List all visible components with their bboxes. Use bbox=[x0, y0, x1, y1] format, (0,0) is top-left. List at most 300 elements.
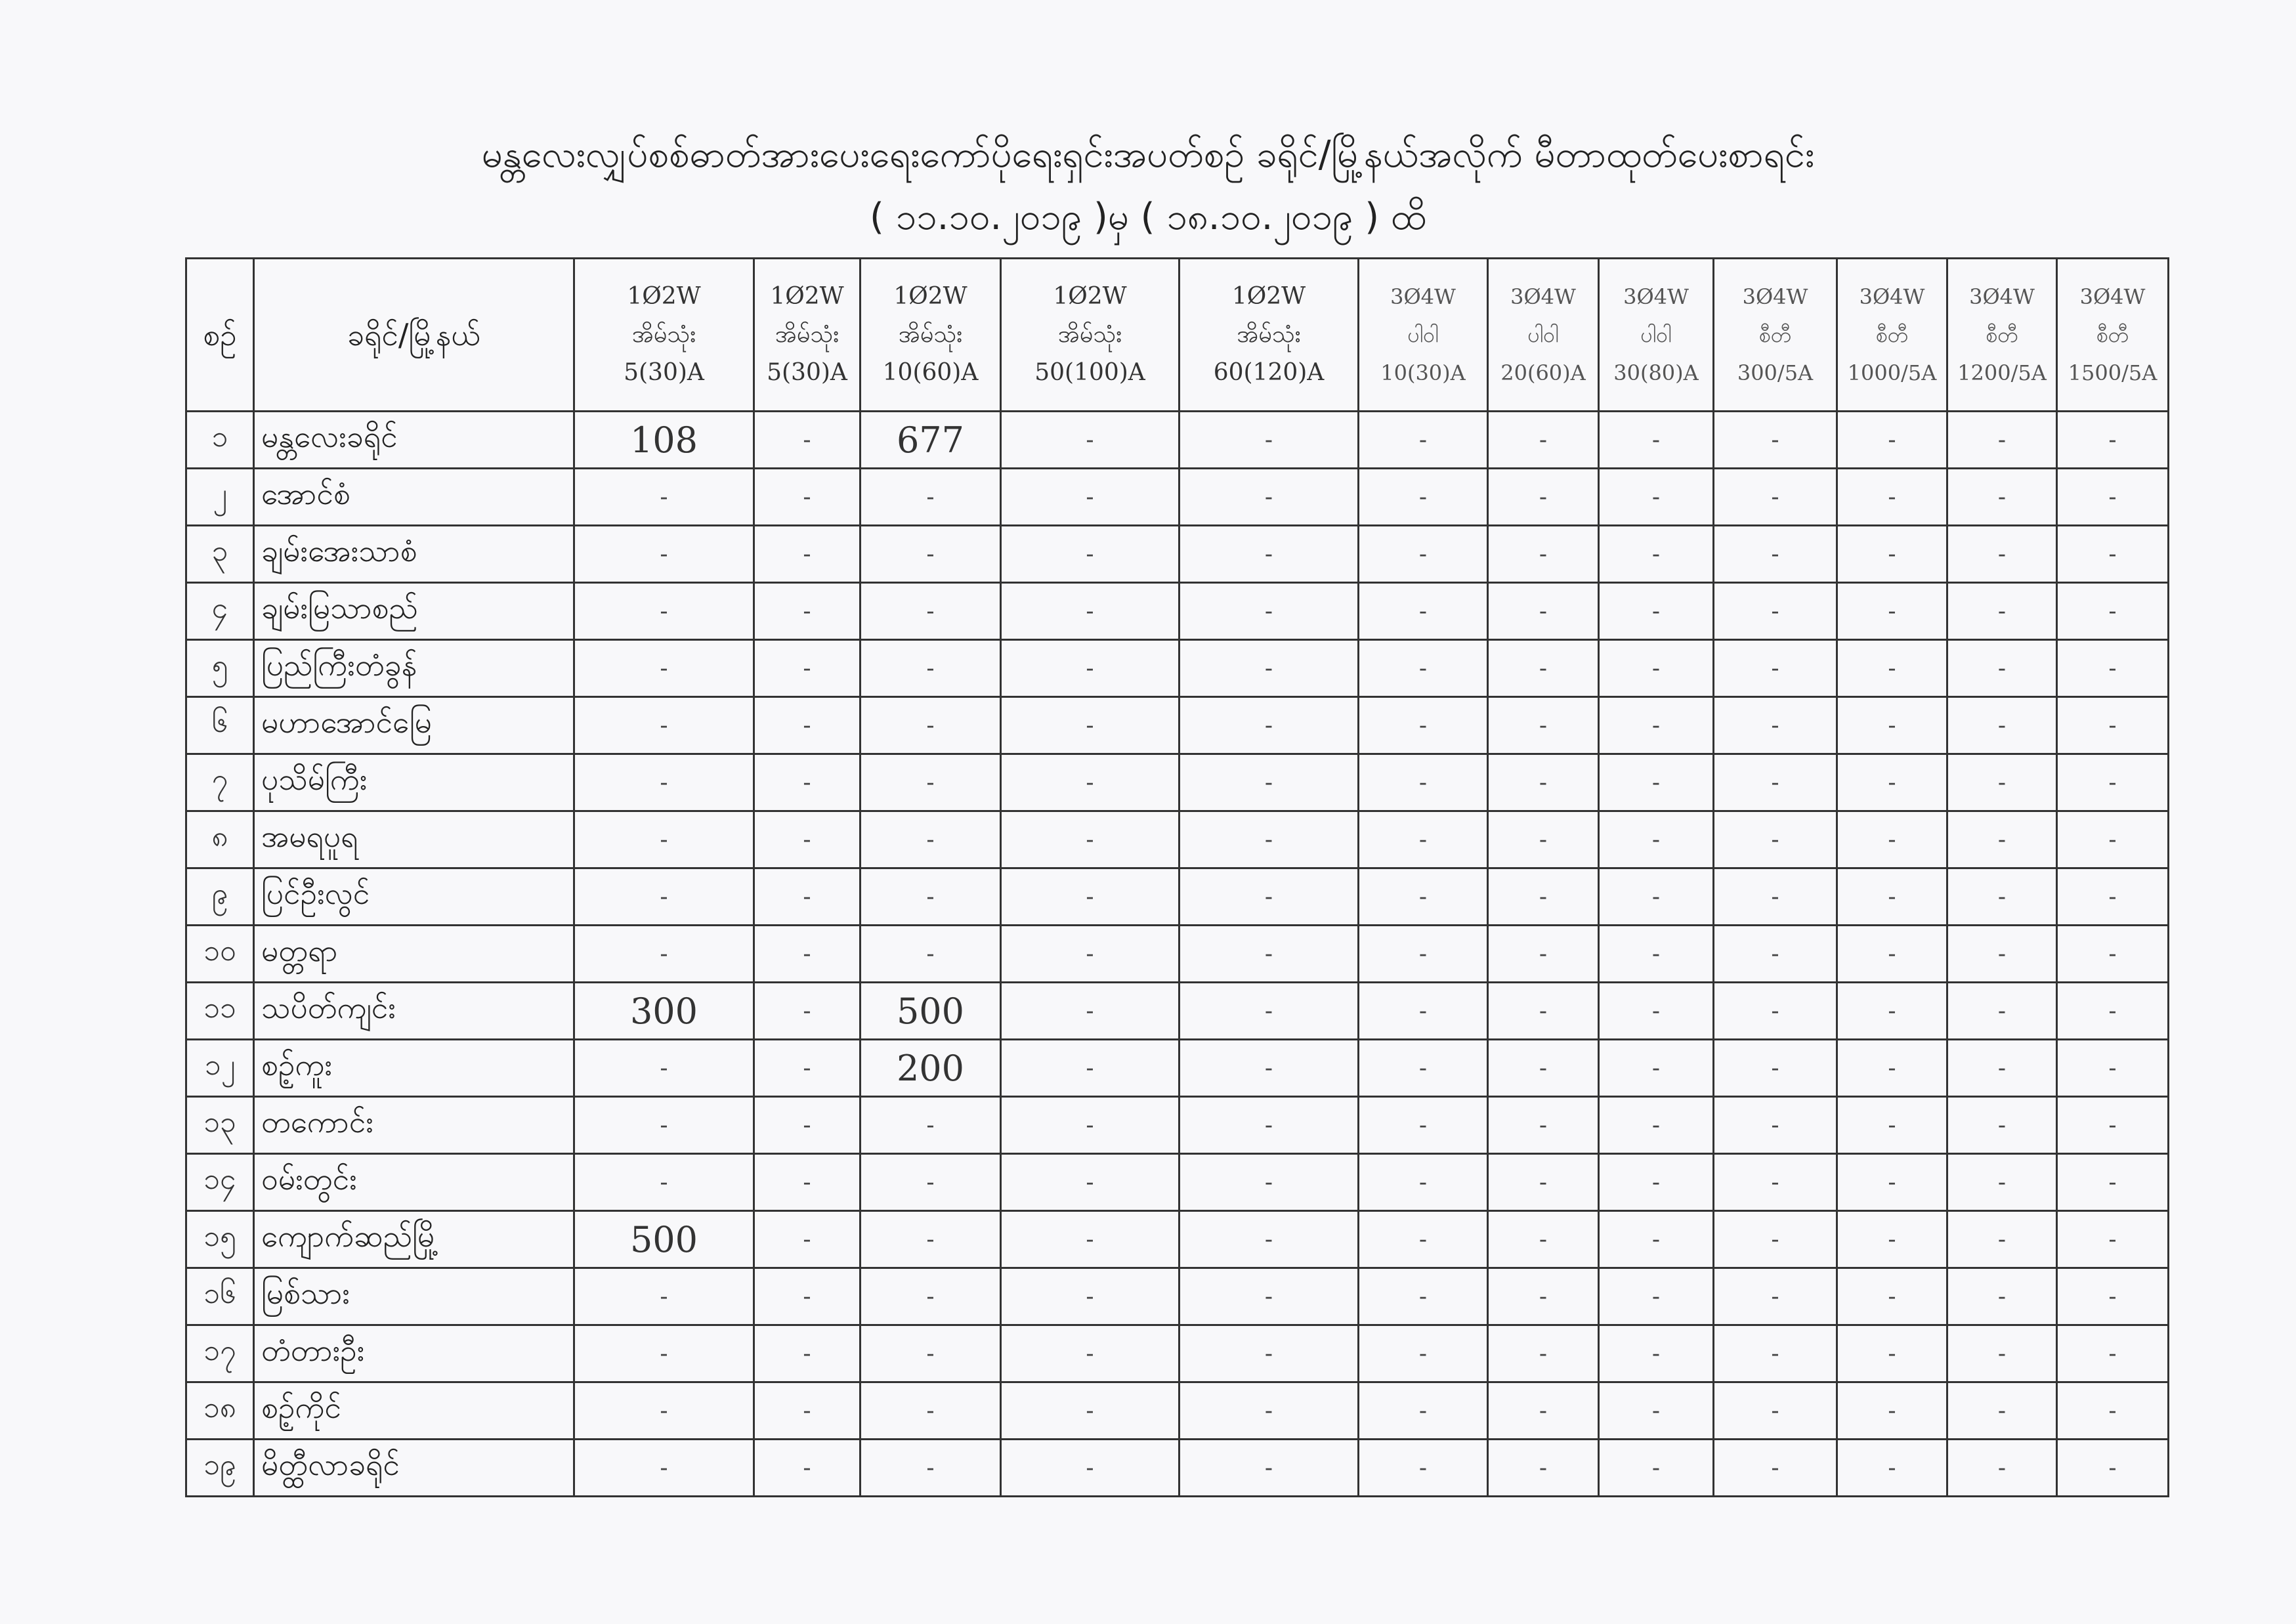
meter-count-cell: - bbox=[1001, 526, 1180, 583]
meter-count-cell: - bbox=[1837, 412, 1947, 469]
meter-count-cell: - bbox=[1180, 526, 1359, 583]
meter-count-cell: - bbox=[1180, 1097, 1359, 1154]
meter-count-cell: - bbox=[1001, 1154, 1180, 1211]
table-row bbox=[186, 983, 2169, 1040]
header-meter-type bbox=[1001, 259, 1180, 412]
header-meter-phase: 3Ø4W bbox=[2079, 284, 2146, 309]
row-serial-number: ၈ bbox=[186, 811, 254, 868]
meter-count-cell: - bbox=[1714, 1440, 1837, 1497]
meter-count-cell: - bbox=[574, 526, 754, 583]
meter-count-cell: - bbox=[754, 583, 861, 640]
meter-count-cell: - bbox=[1947, 1211, 2057, 1268]
table-row bbox=[186, 754, 2169, 811]
row-serial-number: ၁၂ bbox=[186, 1040, 254, 1097]
meter-count-cell: - bbox=[1714, 1268, 1837, 1325]
meter-count-cell: - bbox=[1837, 469, 1947, 526]
meter-count-cell: - bbox=[1180, 1440, 1359, 1497]
meter-count-cell: - bbox=[1180, 640, 1359, 697]
header-meter-phase: 1Ø2W bbox=[770, 283, 844, 310]
header-meter-rating: 20(60)A bbox=[1500, 360, 1586, 385]
meter-count-cell: - bbox=[574, 1325, 754, 1382]
row-serial-number: ၁၉ bbox=[186, 1440, 254, 1497]
meter-count-cell: - bbox=[1359, 754, 1488, 811]
header-meter-rating: 30(80)A bbox=[1613, 360, 1699, 385]
header-meter-type bbox=[1488, 259, 1599, 412]
meter-count-cell: - bbox=[1359, 697, 1488, 754]
meter-count-cell: - bbox=[754, 526, 861, 583]
row-township-name: စဉ့်ကိုင် bbox=[254, 1382, 574, 1440]
meter-count-cell: - bbox=[861, 1440, 1001, 1497]
meter-count-cell: - bbox=[861, 1325, 1001, 1382]
meter-count-cell: - bbox=[1947, 583, 2057, 640]
meter-count-cell: - bbox=[1359, 1097, 1488, 1154]
header-meter-usage: အိမ်သုံး bbox=[775, 321, 840, 348]
meter-count-cell: - bbox=[1599, 640, 1714, 697]
meter-count-cell: - bbox=[1714, 469, 1837, 526]
meter-count-cell: - bbox=[2057, 1325, 2169, 1382]
meter-count-cell: - bbox=[861, 469, 1001, 526]
row-township-name: မဟာအောင်မြေ bbox=[254, 697, 574, 754]
meter-count-cell: - bbox=[1714, 1154, 1837, 1211]
meter-count-cell: 200 bbox=[861, 1040, 1001, 1097]
meter-count-cell: - bbox=[1488, 1325, 1599, 1382]
meter-count-cell: - bbox=[1001, 412, 1180, 469]
row-township-name: မိတ္ထီလာခရိုင် bbox=[254, 1440, 574, 1497]
meter-count-cell: - bbox=[1001, 983, 1180, 1040]
meter-count-cell: - bbox=[1837, 983, 1947, 1040]
meter-count-cell: - bbox=[1488, 583, 1599, 640]
meter-count-cell: - bbox=[861, 640, 1001, 697]
meter-count-cell: - bbox=[2057, 811, 2169, 868]
meter-count-cell: - bbox=[861, 697, 1001, 754]
meter-count-cell: 300 bbox=[574, 983, 754, 1040]
meter-count-cell: - bbox=[574, 469, 754, 526]
meter-count-cell: - bbox=[574, 1154, 754, 1211]
meter-count-cell: - bbox=[1837, 1040, 1947, 1097]
meter-count-cell: - bbox=[1599, 1097, 1714, 1154]
meter-count-cell: - bbox=[1599, 1440, 1714, 1497]
meter-count-cell: - bbox=[1947, 754, 2057, 811]
header-district-township: ခရိုင်/မြို့နယ် bbox=[254, 259, 574, 412]
table-row bbox=[186, 1440, 2169, 1497]
meter-count-cell: - bbox=[2057, 983, 2169, 1040]
meter-count-cell: - bbox=[1599, 1382, 1714, 1440]
header-meter-phase: 3Ø4W bbox=[1390, 284, 1456, 309]
meter-count-cell: - bbox=[1001, 1440, 1180, 1497]
meter-count-cell: - bbox=[1001, 583, 1180, 640]
header-meter-type bbox=[1599, 259, 1714, 412]
header-meter-rating: 10(60)A bbox=[882, 359, 979, 386]
meter-count-cell: - bbox=[1488, 1440, 1599, 1497]
meter-count-cell: - bbox=[1837, 1382, 1947, 1440]
meter-count-cell: - bbox=[1714, 811, 1837, 868]
meter-count-cell: - bbox=[2057, 926, 2169, 983]
row-township-name: မန္တလေးခရိုင် bbox=[254, 412, 574, 469]
meter-count-cell: - bbox=[1488, 1211, 1599, 1268]
meter-count-cell: - bbox=[1714, 583, 1837, 640]
table-row bbox=[186, 1268, 2169, 1325]
meter-count-cell: - bbox=[1180, 868, 1359, 926]
meter-count-cell: - bbox=[754, 1040, 861, 1097]
meter-count-cell: - bbox=[1599, 1268, 1714, 1325]
meter-count-cell: - bbox=[1001, 1268, 1180, 1325]
meter-count-cell: - bbox=[1837, 811, 1947, 868]
meter-count-cell: - bbox=[1714, 1211, 1837, 1268]
meter-count-cell: - bbox=[754, 1211, 861, 1268]
meter-count-cell: - bbox=[1001, 697, 1180, 754]
meter-count-cell: - bbox=[1837, 1268, 1947, 1325]
header-meter-type bbox=[1714, 259, 1837, 412]
meter-count-cell: - bbox=[1488, 697, 1599, 754]
header-meter-phase: 3Ø4W bbox=[1859, 284, 1925, 309]
meter-count-cell: - bbox=[2057, 1097, 2169, 1154]
meter-count-cell: - bbox=[1599, 983, 1714, 1040]
meter-count-cell: - bbox=[1714, 1382, 1837, 1440]
meter-count-cell: - bbox=[1599, 469, 1714, 526]
row-township-name: စဉ့်ကူး bbox=[254, 1040, 574, 1097]
meter-count-cell: - bbox=[1837, 1097, 1947, 1154]
row-township-name: မတ္တရာ bbox=[254, 926, 574, 983]
meter-count-cell: 500 bbox=[861, 983, 1001, 1040]
meter-count-cell: - bbox=[1837, 1154, 1947, 1211]
meter-count-cell: - bbox=[1599, 526, 1714, 583]
meter-count-cell: - bbox=[2057, 1440, 2169, 1497]
table-row bbox=[186, 640, 2169, 697]
header-meter-usage: အိမ်သုံး bbox=[898, 321, 963, 348]
meter-count-cell: - bbox=[861, 926, 1001, 983]
meter-count-cell: - bbox=[1714, 640, 1837, 697]
meter-count-cell: - bbox=[574, 811, 754, 868]
meter-count-cell: - bbox=[1180, 754, 1359, 811]
meter-count-cell: - bbox=[1837, 1325, 1947, 1382]
row-township-name: အမရပူရ bbox=[254, 811, 574, 868]
meter-count-cell: - bbox=[754, 697, 861, 754]
meter-count-cell: - bbox=[2057, 640, 2169, 697]
header-meter-type bbox=[754, 259, 861, 412]
header-meter-rating: 1500/5A bbox=[2068, 360, 2158, 385]
meter-count-cell: - bbox=[1947, 1382, 2057, 1440]
meter-count-cell: - bbox=[1180, 1154, 1359, 1211]
table-row bbox=[186, 926, 2169, 983]
meter-count-cell: - bbox=[1001, 1040, 1180, 1097]
meter-count-cell: - bbox=[1599, 1040, 1714, 1097]
meter-count-cell: - bbox=[1947, 1040, 2057, 1097]
header-meter-usage: စီတီ bbox=[1986, 322, 2018, 347]
meter-count-cell: - bbox=[1837, 868, 1947, 926]
meter-count-cell: - bbox=[1180, 1382, 1359, 1440]
row-serial-number: ၇ bbox=[186, 754, 254, 811]
meter-count-cell: - bbox=[861, 1382, 1001, 1440]
meter-count-cell: - bbox=[1488, 640, 1599, 697]
meter-count-cell: - bbox=[1488, 1040, 1599, 1097]
row-serial-number: ၉ bbox=[186, 868, 254, 926]
table-row bbox=[186, 412, 2169, 469]
row-township-name: ချမ်းမြသာစည် bbox=[254, 583, 574, 640]
meter-count-cell: - bbox=[754, 412, 861, 469]
row-serial-number: ၁၅ bbox=[186, 1211, 254, 1268]
meter-count-cell: - bbox=[1180, 1040, 1359, 1097]
meter-count-cell: - bbox=[1488, 1154, 1599, 1211]
meter-count-cell: - bbox=[1837, 697, 1947, 754]
header-meter-type bbox=[574, 259, 754, 412]
meter-count-cell: 500 bbox=[574, 1211, 754, 1268]
meter-count-cell: - bbox=[574, 640, 754, 697]
header-meter-rating: 300/5A bbox=[1737, 360, 1814, 385]
meter-count-cell: - bbox=[1180, 1325, 1359, 1382]
meter-count-cell: - bbox=[1599, 1325, 1714, 1382]
meter-count-cell: - bbox=[574, 1440, 754, 1497]
row-township-name: အောင်စံ bbox=[254, 469, 574, 526]
meter-count-cell: - bbox=[754, 640, 861, 697]
meter-count-cell: - bbox=[1180, 412, 1359, 469]
meter-count-cell: - bbox=[574, 1382, 754, 1440]
meter-count-cell: - bbox=[1001, 1097, 1180, 1154]
meter-count-cell: - bbox=[754, 469, 861, 526]
meter-count-cell: - bbox=[1947, 697, 2057, 754]
meter-count-cell: - bbox=[2057, 1154, 2169, 1211]
header-meter-rating: 10(30)A bbox=[1380, 360, 1466, 385]
header-meter-type bbox=[2057, 259, 2169, 412]
header-meter-usage: စီတီ bbox=[1758, 322, 1792, 347]
table-row bbox=[186, 868, 2169, 926]
meter-count-cell: - bbox=[1359, 1325, 1488, 1382]
header-meter-rating: 1000/5A bbox=[1847, 360, 1937, 385]
meter-count-cell: - bbox=[1180, 983, 1359, 1040]
row-serial-number: ၁၁ bbox=[186, 983, 254, 1040]
table-row bbox=[186, 583, 2169, 640]
meter-count-cell: - bbox=[1359, 526, 1488, 583]
meter-count-cell: - bbox=[861, 811, 1001, 868]
table-row bbox=[186, 1382, 2169, 1440]
meter-count-cell: - bbox=[1599, 1211, 1714, 1268]
meter-count-cell: - bbox=[1488, 469, 1599, 526]
meter-count-cell: - bbox=[1599, 926, 1714, 983]
meter-count-cell: - bbox=[1947, 640, 2057, 697]
meter-count-cell: - bbox=[861, 1211, 1001, 1268]
meter-count-cell: - bbox=[1488, 1097, 1599, 1154]
meter-count-cell: - bbox=[1714, 983, 1837, 1040]
meter-count-cell: - bbox=[1359, 1382, 1488, 1440]
header-meter-rating: 50(100)A bbox=[1034, 359, 1145, 386]
meter-count-cell: - bbox=[1488, 526, 1599, 583]
header-meter-phase: 3Ø4W bbox=[1742, 284, 1808, 309]
meter-count-cell: - bbox=[754, 1154, 861, 1211]
meter-count-cell: - bbox=[754, 811, 861, 868]
row-serial-number: ၂ bbox=[186, 469, 254, 526]
meter-count-cell: - bbox=[754, 1382, 861, 1440]
header-meter-usage: ပါဝါ bbox=[1640, 322, 1672, 347]
meter-count-cell: - bbox=[1947, 811, 2057, 868]
row-township-name: ပုသိမ်ကြီး bbox=[254, 754, 574, 811]
meter-count-cell: - bbox=[1837, 1440, 1947, 1497]
header-meter-phase: 1Ø2W bbox=[1053, 283, 1127, 310]
meter-count-cell: - bbox=[1714, 868, 1837, 926]
meter-count-cell: - bbox=[1714, 526, 1837, 583]
meter-issue-table bbox=[185, 257, 2169, 1497]
row-serial-number: ၃ bbox=[186, 526, 254, 583]
meter-count-cell: - bbox=[1001, 754, 1180, 811]
meter-count-cell: - bbox=[754, 1268, 861, 1325]
table-row bbox=[186, 1211, 2169, 1268]
meter-count-cell: - bbox=[2057, 526, 2169, 583]
meter-count-cell: - bbox=[1359, 811, 1488, 868]
meter-count-cell: - bbox=[1359, 1040, 1488, 1097]
meter-count-cell: - bbox=[2057, 583, 2169, 640]
meter-count-cell: - bbox=[2057, 469, 2169, 526]
header-meter-type bbox=[1947, 259, 2057, 412]
meter-count-cell: - bbox=[1359, 926, 1488, 983]
meter-count-cell: - bbox=[1837, 754, 1947, 811]
meter-count-cell: - bbox=[1001, 926, 1180, 983]
meter-count-cell: - bbox=[1488, 1382, 1599, 1440]
meter-count-cell: - bbox=[861, 526, 1001, 583]
meter-count-cell: - bbox=[1714, 754, 1837, 811]
meter-count-cell: - bbox=[1180, 1268, 1359, 1325]
row-serial-number: ၁၃ bbox=[186, 1097, 254, 1154]
meter-count-cell: - bbox=[754, 1097, 861, 1154]
meter-count-cell: - bbox=[1359, 1268, 1488, 1325]
header-meter-phase: 1Ø2W bbox=[893, 283, 967, 310]
meter-count-cell: - bbox=[1947, 983, 2057, 1040]
meter-count-cell: - bbox=[2057, 1382, 2169, 1440]
meter-count-cell: - bbox=[574, 868, 754, 926]
meter-count-cell: - bbox=[1001, 868, 1180, 926]
meter-count-cell: - bbox=[754, 926, 861, 983]
header-meter-rating: 60(120)A bbox=[1213, 359, 1325, 386]
table-row bbox=[186, 1154, 2169, 1211]
meter-count-cell: - bbox=[1180, 926, 1359, 983]
row-serial-number: ၁၆ bbox=[186, 1268, 254, 1325]
row-serial-number: ၁၄ bbox=[186, 1154, 254, 1211]
row-serial-number: ၁ bbox=[186, 412, 254, 469]
meter-count-cell: - bbox=[574, 1268, 754, 1325]
meter-count-cell: - bbox=[1599, 1154, 1714, 1211]
table-row bbox=[186, 1040, 2169, 1097]
meter-count-cell: - bbox=[1837, 583, 1947, 640]
meter-count-cell: - bbox=[1359, 412, 1488, 469]
row-township-name: မြစ်သား bbox=[254, 1268, 574, 1325]
header-meter-type bbox=[861, 259, 1001, 412]
meter-count-cell: - bbox=[2057, 1211, 2169, 1268]
meter-count-cell: - bbox=[1180, 1211, 1359, 1268]
meter-count-cell: - bbox=[1599, 868, 1714, 926]
meter-count-cell: - bbox=[1947, 868, 2057, 926]
meter-count-cell: - bbox=[1714, 1040, 1837, 1097]
meter-count-cell: - bbox=[1359, 1211, 1488, 1268]
meter-count-cell: - bbox=[574, 583, 754, 640]
meter-count-cell: - bbox=[1947, 1268, 2057, 1325]
meter-count-cell: - bbox=[1714, 1325, 1837, 1382]
meter-count-cell: - bbox=[754, 983, 861, 1040]
header-meter-usage: စီတီ bbox=[2096, 322, 2129, 347]
header-meter-type bbox=[1359, 259, 1488, 412]
row-township-name: ပြည်ကြီးတံခွန် bbox=[254, 640, 574, 697]
meter-count-cell: - bbox=[1947, 1440, 2057, 1497]
row-serial-number: ၁၇ bbox=[186, 1325, 254, 1382]
meter-count-cell: - bbox=[1947, 1154, 2057, 1211]
row-township-name: ဝမ်းတွင်း bbox=[254, 1154, 574, 1211]
table-header-row bbox=[186, 259, 2169, 412]
meter-count-cell: - bbox=[1001, 640, 1180, 697]
meter-count-cell: - bbox=[1359, 1154, 1488, 1211]
meter-count-cell: - bbox=[861, 868, 1001, 926]
meter-count-cell: - bbox=[2057, 697, 2169, 754]
table-row bbox=[186, 526, 2169, 583]
meter-count-cell: - bbox=[574, 754, 754, 811]
meter-count-cell: - bbox=[754, 868, 861, 926]
meter-count-cell: - bbox=[1947, 469, 2057, 526]
meter-count-cell: - bbox=[1488, 983, 1599, 1040]
meter-count-cell: - bbox=[754, 1325, 861, 1382]
row-township-name: ချမ်းအေးသာစံ bbox=[254, 526, 574, 583]
meter-count-cell: - bbox=[1947, 1325, 2057, 1382]
meter-count-cell: - bbox=[1599, 754, 1714, 811]
row-serial-number: ၁၈ bbox=[186, 1382, 254, 1440]
meter-count-cell: - bbox=[1714, 412, 1837, 469]
meter-count-cell: - bbox=[1714, 926, 1837, 983]
meter-count-cell: - bbox=[1359, 868, 1488, 926]
meter-count-cell: - bbox=[574, 926, 754, 983]
meter-count-cell: - bbox=[1599, 697, 1714, 754]
header-meter-usage: ပါဝါ bbox=[1527, 322, 1559, 347]
header-meter-usage: ပါဝါ bbox=[1407, 322, 1439, 347]
meter-count-cell: - bbox=[2057, 1268, 2169, 1325]
meter-count-cell: - bbox=[1001, 811, 1180, 868]
meter-count-cell: - bbox=[861, 1154, 1001, 1211]
meter-count-cell: - bbox=[1180, 697, 1359, 754]
meter-count-cell: - bbox=[1359, 1440, 1488, 1497]
table-row bbox=[186, 469, 2169, 526]
meter-count-cell: - bbox=[1488, 1268, 1599, 1325]
meter-count-cell: - bbox=[1488, 926, 1599, 983]
meter-count-cell: - bbox=[1359, 583, 1488, 640]
meter-count-cell: - bbox=[2057, 1040, 2169, 1097]
meter-count-cell: - bbox=[1359, 983, 1488, 1040]
meter-count-cell: 677 bbox=[861, 412, 1001, 469]
header-meter-phase: 3Ø4W bbox=[1623, 284, 1689, 309]
meter-count-cell: - bbox=[1180, 469, 1359, 526]
meter-count-cell: - bbox=[1180, 583, 1359, 640]
header-meter-usage: အိမ်သုံး bbox=[1237, 321, 1301, 348]
table-body bbox=[186, 412, 2169, 1497]
meter-count-cell: - bbox=[1001, 469, 1180, 526]
meter-count-cell: - bbox=[861, 1097, 1001, 1154]
row-serial-number: ၆ bbox=[186, 697, 254, 754]
meter-count-cell: - bbox=[861, 583, 1001, 640]
row-township-name: ကျောက်ဆည်မြို့ bbox=[254, 1211, 574, 1268]
meter-count-cell: - bbox=[1837, 1211, 1947, 1268]
meter-count-cell: 108 bbox=[574, 412, 754, 469]
header-meter-type bbox=[1180, 259, 1359, 412]
meter-count-cell: - bbox=[1001, 1325, 1180, 1382]
meter-count-cell: - bbox=[574, 697, 754, 754]
table-row bbox=[186, 1325, 2169, 1382]
row-township-name: သပိတ်ကျင်း bbox=[254, 983, 574, 1040]
meter-count-cell: - bbox=[574, 1097, 754, 1154]
meter-count-cell: - bbox=[2057, 868, 2169, 926]
table-row bbox=[186, 1097, 2169, 1154]
meter-count-cell: - bbox=[1359, 469, 1488, 526]
row-serial-number: ၁၀ bbox=[186, 926, 254, 983]
meter-count-cell: - bbox=[1001, 1211, 1180, 1268]
meter-count-cell: - bbox=[861, 1268, 1001, 1325]
meter-count-cell: - bbox=[1947, 1097, 2057, 1154]
meter-count-cell: - bbox=[2057, 754, 2169, 811]
meter-count-cell: - bbox=[1488, 754, 1599, 811]
meter-count-cell: - bbox=[1488, 868, 1599, 926]
header-meter-usage: အိမ်သုံး bbox=[631, 321, 696, 348]
header-meter-phase: 3Ø4W bbox=[1510, 284, 1576, 309]
